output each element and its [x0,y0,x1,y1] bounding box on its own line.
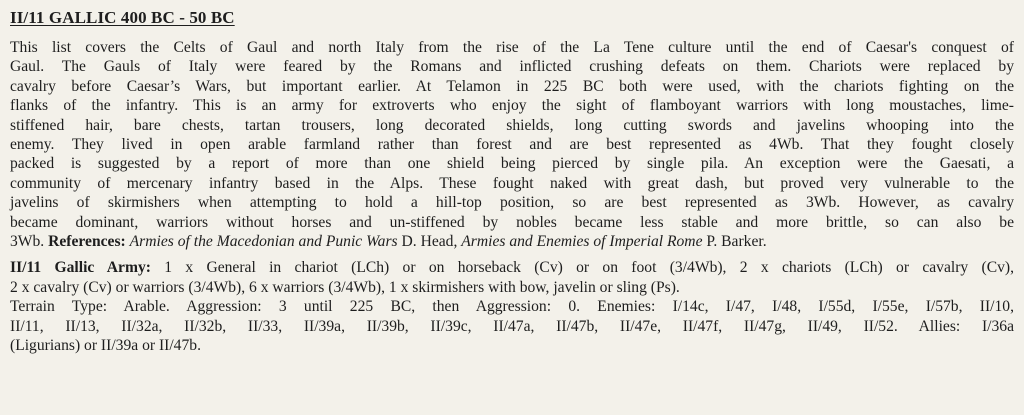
army-line [10,258,1014,277]
army-composition-2: 2 x cavalry (Cv) or warriors (3/4Wb), 6 x warriors (3/4Wb), 1 x skirmishers with bow, javelin or sling (Ps). [10,278,680,296]
references-line [10,232,1014,251]
intro-line: javelins of skirmishers when attempting to hold a hill-top position, so are best represented as 3Wb. However, as cavalry [10,194,1014,212]
reference-author-2: P. Barker. [702,233,767,251]
reference-title-2: Armies and Enemies of Imperial Rome [461,233,703,251]
intro-line: stiffened hair, bare chests, tartan trousers, long decorated shields, long cutting swords and javelins whooping into the [10,116,1014,134]
army-label: II/11 Gallic Army: [10,259,151,277]
references-label: References: [48,233,126,251]
terrain-line: (Ligurians) or II/39a or II/47b. [10,337,201,355]
page-title: II/11 GALLIC 400 BC - 50 BC [10,8,235,27]
terrain-line: II/11, II/13, II/32a, II/32b, II/33, II/39a, II/39b, II/39c, II/47a, II/47b, II/47e, II/47f, II/47g, II/49, II/52. Allies: I/36a [10,317,1014,335]
intro-paragraph [10,38,1014,251]
intro-line: became dominant, warriors without horses and un-stiffened by nobles became less stable and more brittle, so can also be [10,213,1014,231]
intro-line: This list covers the Celts of Gaul and north Italy from the rise of the La Tene culture until the end of Caesar's conquest of [10,39,1014,56]
intro-line: packed is suggested by a report of more than one shield being pierced by single pila. An exception were the Gaesati, a [10,155,1014,173]
terrain-paragraph [10,297,1014,355]
army-list-paragraph [10,258,1014,297]
intro-line: Gaul. The Gauls of Italy were feared by the Romans and inflicted crushing defeats on them. Chariots were replaced by [10,58,1014,76]
reference-author-1: D. Head, [397,233,462,251]
intro-line: enemy. They lived in open arable farmland rather than forest and are best represented as 4Wb. That they fought closely [10,136,1014,154]
intro-line: cavalry before Caesar’s Wars, but important earlier. At Telamon in 225 BC both were used, with the chariots fighting on the [10,77,1014,95]
terrain-line: Terrain Type: Arable. Aggression: 3 until 225 BC, then Aggression: 0. Enemies: I/14c, I/47, I/48, I/55d, I/55e, I/57b, II/10, [10,298,1014,316]
intro-line: flanks of the infantry. This is an army for extroverts who enjoy the sight of flamboyant warriors with long moustaches, lime- [10,97,1014,115]
army-composition-1: 1 x General in chariot (LCh) or on horseback (Cv) or on foot (3/4Wb), 2 x chariots (LCh) or cavalry (Cv), [150,259,1014,277]
intro-line: community of mercenary infantry based in the Alps. These fought naked with great dash, but proved very vulnerable to the [10,174,1014,192]
references-prefix: 3Wb. [10,233,49,251]
reference-title-1: Armies of the Macedonian and Punic Wars [129,233,398,251]
